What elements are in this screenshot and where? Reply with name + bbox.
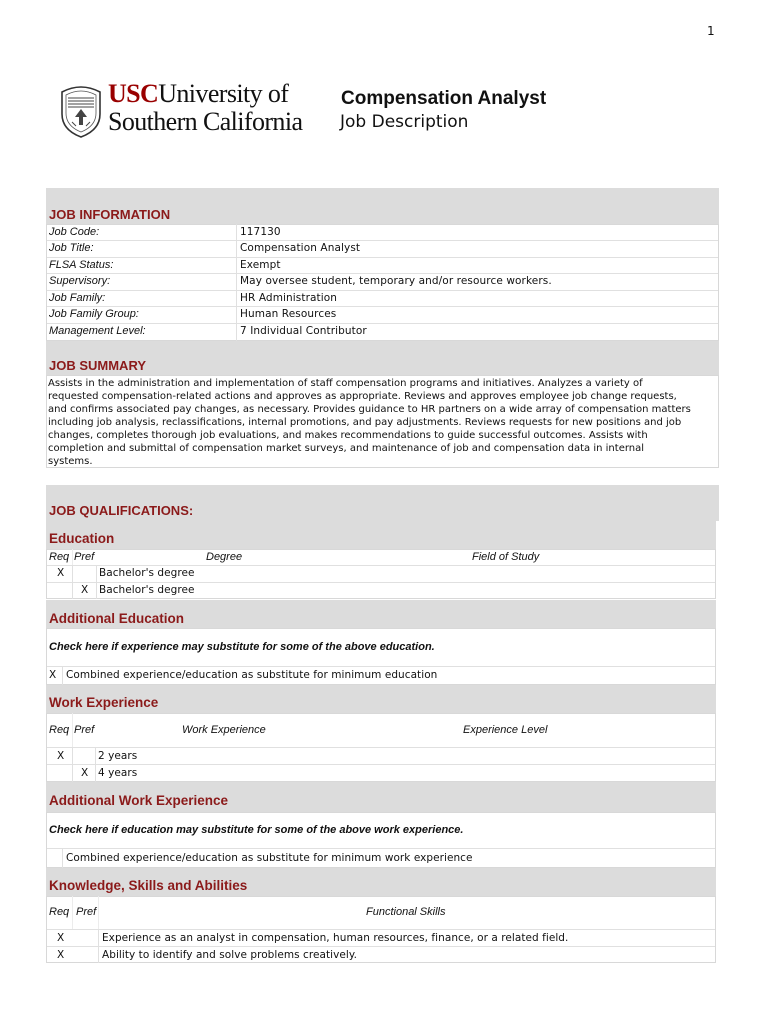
job-summary-heading: JOB SUMMARY bbox=[49, 358, 147, 373]
additional-education-check-text: Check here if experience may substitute for some of the above education. bbox=[49, 641, 435, 653]
ksa-functional-skills-header: Functional Skills bbox=[366, 906, 446, 918]
usc-logo bbox=[58, 80, 328, 140]
education-pref-header: Pref bbox=[74, 551, 95, 563]
work-experience-row2-pref: X bbox=[81, 767, 89, 779]
additional-work-experience-item: Combined experience/education as substitute for minimum work experience bbox=[66, 852, 473, 864]
job-title-label: Job Title: bbox=[49, 242, 94, 254]
management-level-value: 7 Individual Contributor bbox=[240, 325, 367, 337]
summary-line: changes, completes thorough job evaluations, and makes recommendations to guide successful outcomes. Assists with bbox=[48, 430, 648, 441]
supervisory-label: Supervisory: bbox=[49, 275, 111, 287]
ksa-row2-req: X bbox=[57, 949, 65, 961]
summary-line: systems. bbox=[48, 456, 93, 467]
management-level-label: Management Level: bbox=[49, 325, 146, 337]
work-experience-row2-value: 4 years bbox=[98, 767, 138, 779]
logo-southern-california: Southern California bbox=[108, 107, 303, 136]
additional-education-mark[interactable]: X bbox=[49, 669, 57, 681]
additional-education-item: Combined experience/education as substitute for minimum education bbox=[66, 669, 438, 681]
education-row1-req: X bbox=[57, 567, 65, 579]
additional-work-experience-check-text: Check here if education may substitute for some of the above work experience. bbox=[49, 824, 464, 836]
ksa-heading: Knowledge, Skills and Abilities bbox=[49, 878, 248, 893]
summary-line: including job analysis, reclassifications, internal promotions, and pay adjustments. Reviews requests for new positions and job bbox=[48, 417, 682, 428]
education-row1-degree: Bachelor's degree bbox=[99, 567, 195, 579]
job-summary-text bbox=[48, 377, 718, 468]
ksa-row1-value: Experience as an analyst in compensation, human resources, finance, or a related field. bbox=[102, 932, 569, 944]
education-degree-header: Degree bbox=[206, 551, 243, 563]
education-row2-degree: Bachelor's degree bbox=[99, 584, 195, 596]
summary-line: completion and submittal of compensation market surveys, and maintenance of job and compensation data in internal bbox=[48, 443, 645, 454]
education-heading: Education bbox=[49, 531, 115, 546]
job-code-value: 117130 bbox=[240, 226, 281, 238]
document-subtitle: Job Description bbox=[340, 112, 469, 132]
summary-line: requested compensation-related actions and approves as appropriate. Reviews and approves employee job change requests, bbox=[48, 391, 677, 402]
ksa-req-header: Req bbox=[49, 906, 70, 918]
job-family-group-value: Human Resources bbox=[240, 308, 337, 320]
job-qualifications-heading: JOB QUALIFICATIONS: bbox=[49, 503, 194, 518]
flsa-status-value: Exempt bbox=[240, 259, 281, 271]
logo-usc: USC bbox=[108, 79, 159, 108]
document-title: Compensation Analyst bbox=[341, 88, 547, 109]
job-summary-header bbox=[46, 341, 719, 375]
usc-seal-icon bbox=[58, 82, 104, 138]
page-number: 1 bbox=[707, 24, 715, 38]
experience-level-header: Experience Level bbox=[463, 724, 548, 736]
work-experience-row1-value: 2 years bbox=[98, 750, 138, 762]
education-header bbox=[46, 521, 716, 549]
supervisory-value: May oversee student, temporary and/or resource workers. bbox=[240, 275, 552, 287]
flsa-status-label: FLSA Status: bbox=[49, 259, 114, 271]
education-req-header: Req bbox=[49, 551, 70, 563]
additional-education-heading: Additional Education bbox=[49, 611, 184, 626]
work-experience-req-header: Req bbox=[49, 724, 70, 736]
logo-line1: University of bbox=[158, 79, 289, 108]
job-family-value: HR Administration bbox=[240, 292, 338, 304]
work-experience-pref-header: Pref bbox=[74, 724, 95, 736]
summary-line: and confirms associated pay changes, as necessary. Provides guidance to HR partners on a wide array of compensation matters bbox=[48, 404, 691, 415]
job-family-group-label: Job Family Group: bbox=[49, 308, 139, 320]
additional-work-experience-heading: Additional Work Experience bbox=[49, 793, 229, 808]
work-experience-row1-req: X bbox=[57, 750, 65, 762]
job-code-label: Job Code: bbox=[49, 226, 100, 238]
ksa-row2-value: Ability to identify and solve problems creatively. bbox=[102, 949, 358, 961]
work-experience-heading: Work Experience bbox=[49, 695, 159, 710]
job-family-label: Job Family: bbox=[49, 292, 106, 304]
ksa-row1-req: X bbox=[57, 932, 65, 944]
education-row2-pref: X bbox=[81, 584, 89, 596]
education-field-header: Field of Study bbox=[472, 551, 540, 563]
job-title-value: Compensation Analyst bbox=[240, 242, 361, 254]
logo-university-of bbox=[108, 80, 288, 108]
job-information-heading: JOB INFORMATION bbox=[49, 207, 171, 222]
summary-line: Assists in the administration and implementation of staff compensation programs and initiatives. Analyzes a variety of bbox=[48, 378, 643, 389]
ksa-pref-header: Pref bbox=[76, 906, 97, 918]
work-experience-col-header: Work Experience bbox=[182, 724, 266, 736]
